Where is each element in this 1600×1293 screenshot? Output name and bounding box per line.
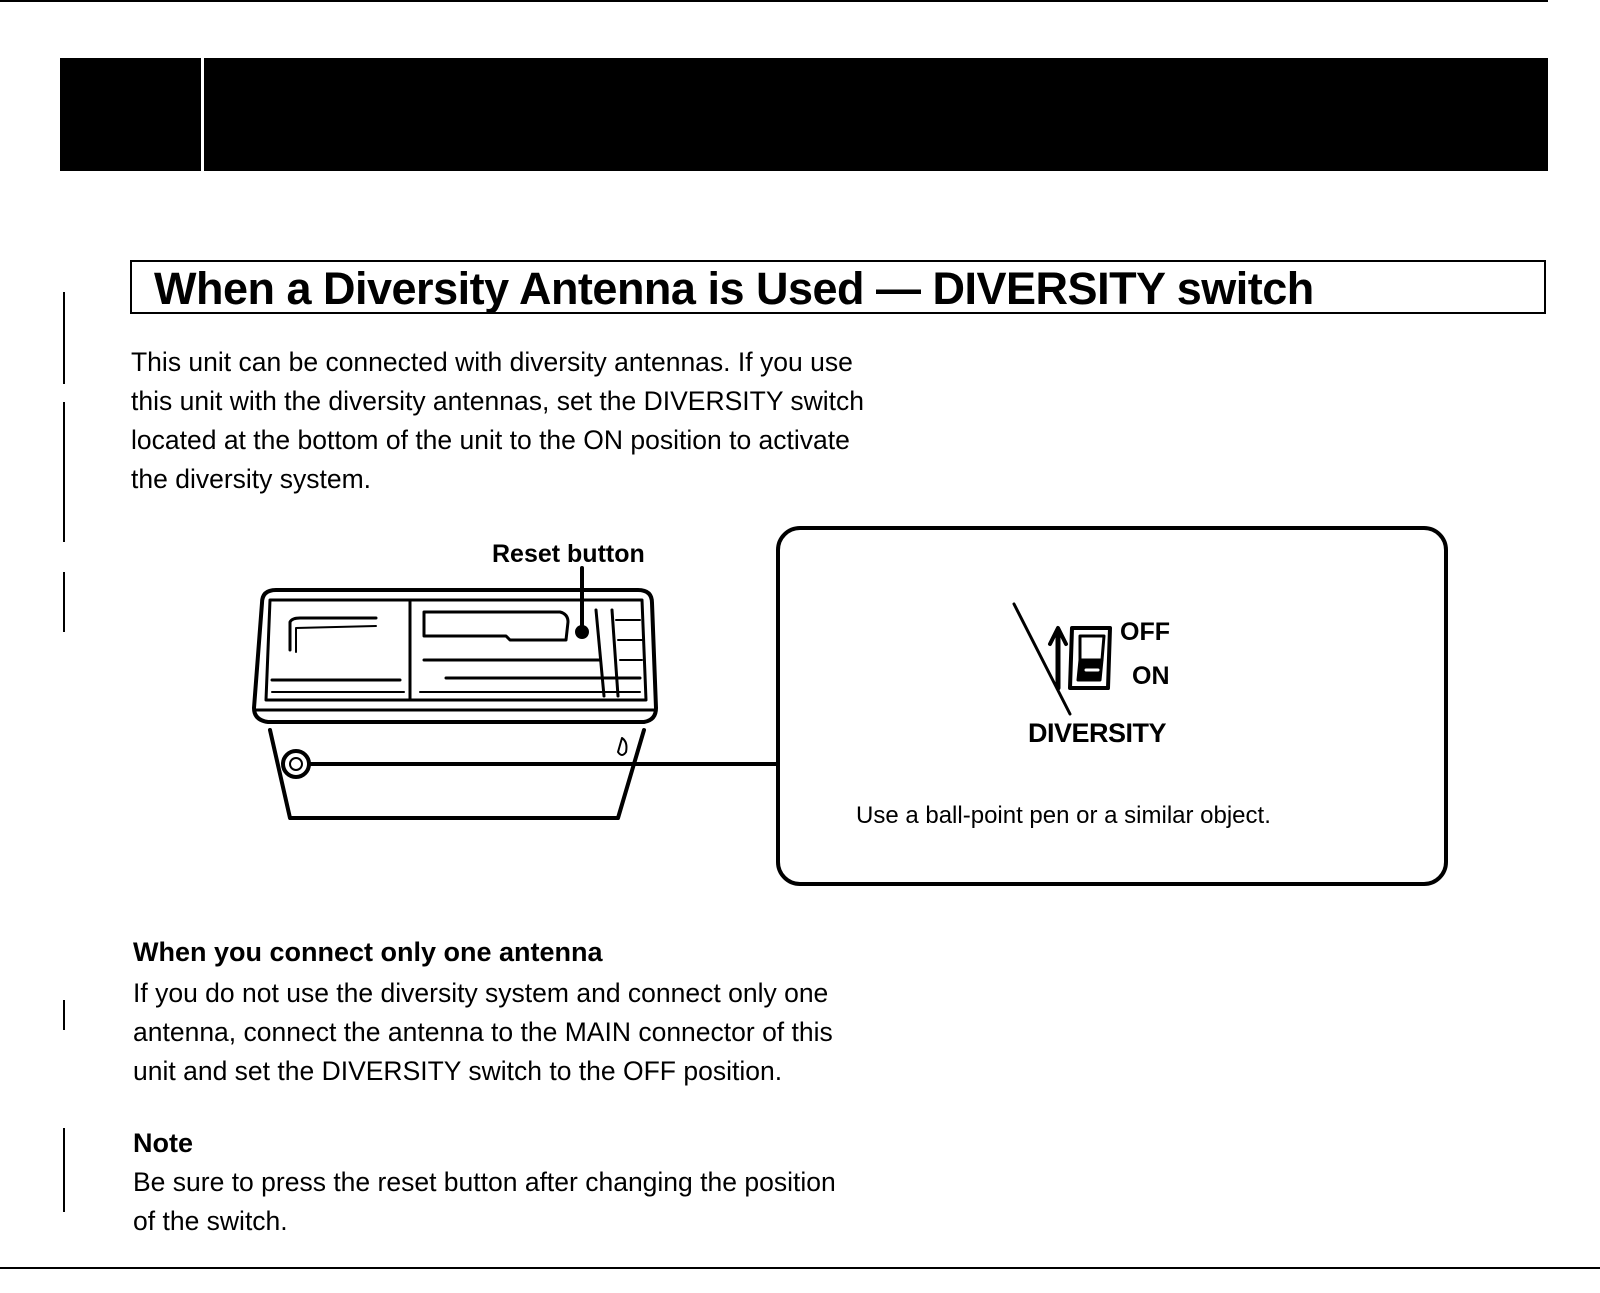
switch-illustration bbox=[1014, 604, 1110, 714]
switch-name-label: DIVERSITY bbox=[1028, 718, 1167, 748]
bottom-rule bbox=[0, 1267, 1600, 1269]
one-antenna-heading: When you connect only one antenna bbox=[133, 937, 603, 967]
one-antenna-paragraph bbox=[133, 974, 993, 1091]
reset-button-label: Reset button bbox=[492, 540, 645, 568]
one-antenna-line: If you do not use the diversity system and connect only one bbox=[133, 978, 829, 1008]
callout-caption: Use a ball-point pen or a similar object. bbox=[856, 802, 1271, 829]
one-antenna-line: antenna, connect the antenna to the MAIN connector of this bbox=[133, 1017, 833, 1047]
note-heading: Note bbox=[133, 1128, 193, 1158]
intro-line: This unit can be connected with diversity antennas. If you use bbox=[131, 347, 853, 377]
switch-off-label: OFF bbox=[1120, 618, 1170, 646]
unit-illustration bbox=[254, 568, 778, 818]
callout-box bbox=[778, 528, 1446, 884]
intro-line: located at the bottom of the unit to the ON position to activate bbox=[131, 425, 850, 455]
note-line: of the switch. bbox=[133, 1206, 288, 1236]
note-paragraph bbox=[133, 1163, 993, 1241]
note-line: Be sure to press the reset button after changing the position bbox=[133, 1167, 836, 1197]
switch-on-label: ON bbox=[1132, 662, 1170, 690]
one-antenna-line: unit and set the DIVERSITY switch to the OFF position. bbox=[133, 1056, 783, 1086]
section-title: When a Diversity Antenna is Used — DIVERSITY switch bbox=[154, 263, 1314, 314]
intro-line: the diversity system. bbox=[131, 464, 372, 494]
intro-line: this unit with the diversity antennas, set the DIVERSITY switch bbox=[131, 386, 865, 416]
